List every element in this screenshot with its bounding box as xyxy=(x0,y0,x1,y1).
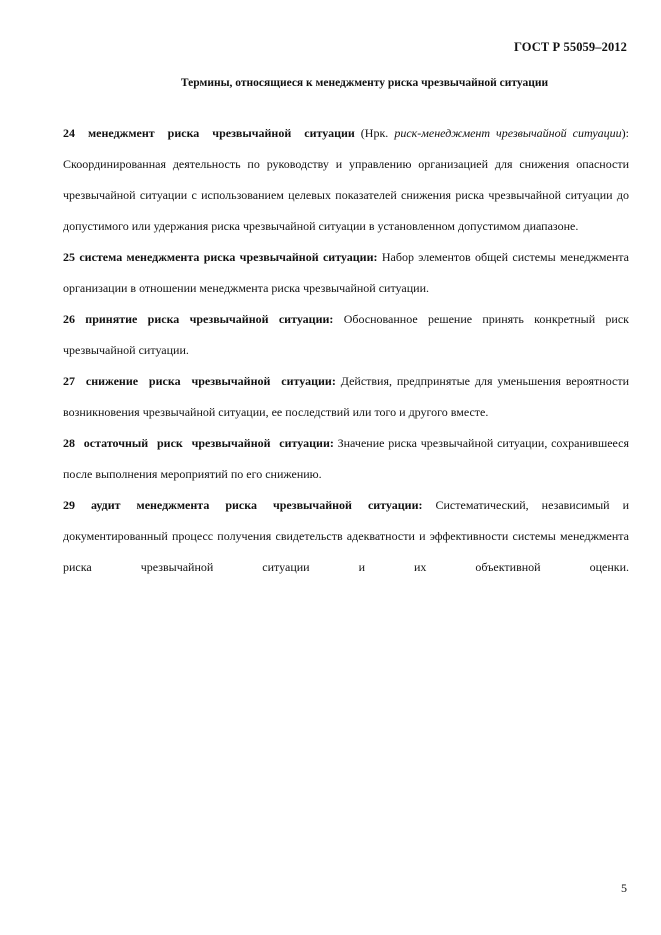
term-27 xyxy=(63,366,629,428)
term-28-definition: Значение риска чрезвычайной ситуации, сохранившееся после выполнения мероприятий по его снижению. xyxy=(63,436,630,481)
term-29-heading: 29 аудит менеджмента риска чрезвычайной ситуации: xyxy=(63,498,423,512)
term-28 xyxy=(63,428,629,490)
document-code: ГОСТ Р 55059–2012 xyxy=(514,40,627,54)
term-26-heading: 26 принятие риска чрезвычайной ситуации: xyxy=(63,312,334,326)
term-24-heading: 24 менеджмент риска чрезвычайной ситуации xyxy=(63,126,355,140)
term-25 xyxy=(63,242,629,304)
term-24-deprecated-term: риск-менеджмент чрезвычайной ситуации xyxy=(394,126,622,140)
term-24-note-close: ): xyxy=(621,126,629,140)
terms-list xyxy=(63,118,629,583)
term-24-definition: Скоординированная деятельность по руководству и управлению организацией для снижения опасности чрезвычайной ситуации с использованием целевых показателей снижения риска чрезвычайной ситуации до допустимого или удержания риска чрезвычайной ситуации в установленном допустимом диапазоне. xyxy=(63,157,629,233)
term-29 xyxy=(63,490,629,583)
term-25-heading: 25 система менеджмента риска чрезвычайной ситуации: xyxy=(63,250,378,264)
section-title: Термины, относящиеся к менеджменту риска чрезвычайной ситуации xyxy=(180,77,549,89)
term-27-heading: 27 снижение риска чрезвычайной ситуации: xyxy=(63,374,336,388)
term-25-definition: Набор элементов общей системы менеджмента организации в отношении менеджмента риска чрезвычайной ситуации. xyxy=(63,250,629,295)
term-28-heading: 28 остаточный риск чрезвычайной ситуации: xyxy=(63,436,334,450)
term-26 xyxy=(63,304,629,366)
term-26-definition: Обоснованное решение принять конкретный риск чрезвычайной ситуации. xyxy=(63,312,630,357)
term-29-definition: Систематический, независимый и документированный процесс получения свидетельств адекватности и эффективности системы менеджмента риска чрезвычайной ситуации и их объективной оценки. xyxy=(63,498,629,574)
term-24-note-open: (Нрк. xyxy=(354,126,395,140)
term-27-definition: Действия, предпринятые для уменьшения вероятности возникновения чрезвычайной ситуации, ее последствий или того и другого вместе. xyxy=(63,374,629,419)
term-24 xyxy=(63,118,629,242)
page-number: 5 xyxy=(621,881,627,895)
